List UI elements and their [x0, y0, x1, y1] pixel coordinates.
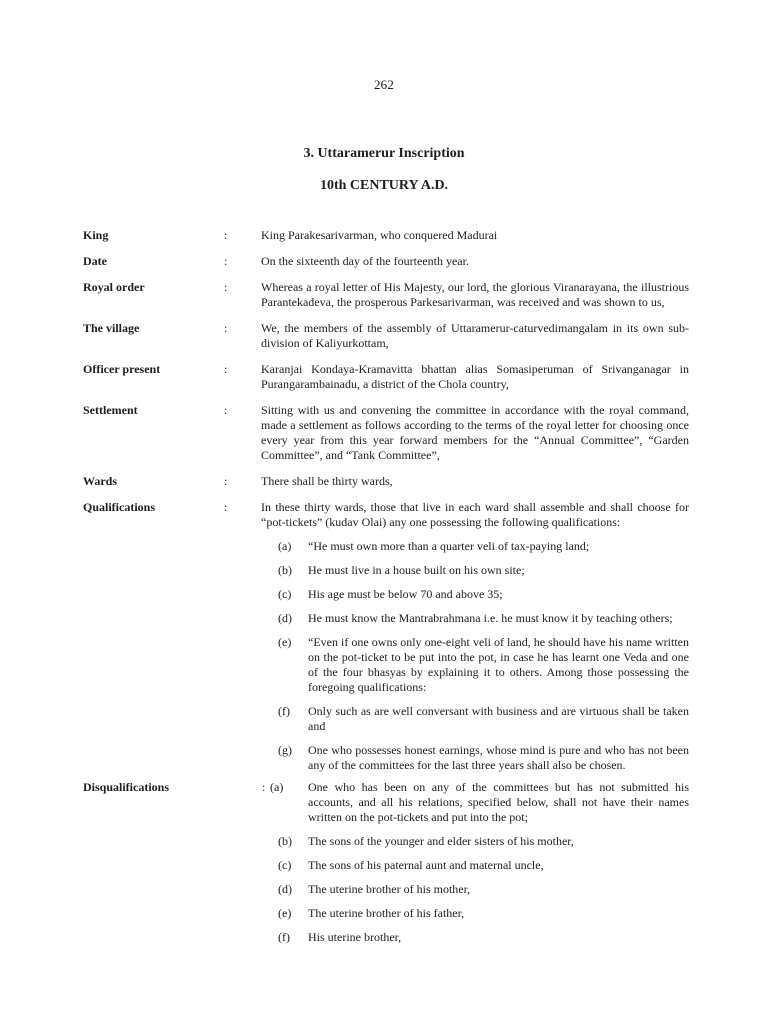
entry-disqualifications	[0, 780, 768, 945]
entry-text: Whereas a royal letter of His Majesty, our lord, the glorious Viranarayana, the illustrious Parantekadeva, the prosperous Parkesarivarman, was received and was shown to us,	[261, 280, 689, 309]
item-marker: (f)	[278, 930, 290, 944]
entry-village	[0, 321, 768, 351]
entry-colon: :	[224, 362, 228, 376]
item-marker: (a)	[278, 539, 292, 553]
century-subtitle: 10th CENTURY A.D.	[319, 178, 449, 193]
disqualification-item	[0, 858, 768, 873]
entry-colon: :	[262, 780, 266, 794]
entry-colon: :	[224, 321, 228, 335]
qualifications-list	[0, 539, 768, 773]
qualification-item	[0, 563, 768, 578]
item-marker: (f)	[278, 704, 290, 718]
item-text: The sons of the younger and elder sisters of his mother,	[308, 834, 574, 848]
entry-text: Sitting with us and convening the committee in accordance with the royal command, made a settlement as follows according to the terms of the royal letter for choosing once every year from this year forward members for the “Annual Committee”, “Garden Committee”, and “Tank Committee”,	[261, 403, 689, 462]
item-text: He must know the Mantrabrahmana i.e. he must know it by teaching others;	[308, 611, 673, 625]
entry-label: Wards	[83, 474, 118, 488]
qualification-item	[0, 635, 768, 695]
inscription-title: 3. Uttaramerur Inscription	[303, 146, 465, 161]
entry-settlement	[0, 403, 768, 463]
item-text: “He must own more than a quarter veli of tax-paying land;	[308, 539, 590, 553]
item-text: His uterine brother,	[308, 930, 402, 944]
disqualification-item	[0, 882, 768, 897]
item-text: The sons of his paternal aunt and maternal uncle,	[308, 858, 544, 872]
entry-wards	[0, 474, 768, 489]
item-marker: (g)	[278, 743, 292, 757]
entry-label: Officer present	[83, 362, 161, 376]
qualification-item	[0, 704, 768, 734]
entry-officer-present	[0, 362, 768, 392]
item-marker: (e)	[278, 635, 292, 649]
item-text: The uterine brother of his mother,	[308, 882, 471, 896]
item-marker: (a)	[270, 780, 284, 794]
entry-text: There shall be thirty wards,	[261, 474, 393, 488]
entry-label: Settlement	[83, 403, 138, 417]
item-marker: (d)	[278, 882, 292, 896]
item-text: His age must be below 70 and above 35;	[308, 587, 503, 601]
disqualification-item	[0, 930, 768, 945]
entry-label: Royal order	[83, 280, 145, 294]
item-marker: (c)	[278, 587, 292, 601]
item-marker: (b)	[278, 834, 292, 848]
entry-text: We, the members of the assembly of Uttaramerur-caturvedimangalam in its own sub-division of Kaliyurkottam,	[261, 321, 689, 350]
entry-label: King	[83, 228, 109, 242]
disqualification-item	[0, 780, 768, 825]
item-text: Only such as are well conversant with business and are virtuous shall be taken and	[308, 704, 689, 733]
qualification-item	[0, 611, 768, 626]
disqualification-item	[0, 834, 768, 849]
item-text: The uterine brother of his father,	[308, 906, 465, 920]
entry-text: In these thirty wards, those that live in each ward shall assemble and shall choose for “pot-tickets” (kudav Olai) any one possessing the following qualifications:	[261, 500, 689, 529]
entry-royal-order	[0, 280, 768, 310]
item-marker: (b)	[278, 563, 292, 577]
entry-colon: :	[224, 500, 228, 514]
item-marker: (c)	[278, 858, 292, 872]
entry-colon: :	[224, 280, 228, 294]
entry-text: On the sixteenth day of the fourteenth year.	[261, 254, 469, 268]
entry-label: Qualifications	[83, 500, 156, 514]
entry-colon: :	[224, 403, 228, 417]
entry-label: Date	[83, 254, 107, 268]
item-text: He must live in a house built on his own site;	[308, 563, 525, 577]
entry-date	[0, 254, 768, 269]
entry-text: Karanjai Kondaya-Kramavitta bhattan alias Somasiperuman of Srivanganagar in Purangarambainadu, a district of the Chola country,	[261, 362, 689, 391]
item-marker: (e)	[278, 906, 292, 920]
item-text: One who possesses honest earnings, whose mind is pure and who has not been any of the committees for the last three years shall also be chosen.	[308, 743, 689, 772]
entry-colon: :	[224, 254, 228, 268]
disqualification-item	[0, 906, 768, 921]
page-number: 262	[373, 77, 395, 92]
entry-colon: :	[224, 474, 228, 488]
entries-list	[0, 228, 768, 956]
item-text: One who has been on any of the committees but has not submitted his accounts, and all his relations, specified below, shall not have their names written on the pot-tickets and put into the pot;	[308, 780, 689, 824]
entry-king	[0, 228, 768, 243]
entry-label: The village	[83, 321, 140, 335]
qualification-item	[0, 587, 768, 602]
qualification-item	[0, 539, 768, 554]
entry-colon: :	[224, 228, 228, 242]
qualification-item	[0, 743, 768, 773]
entry-label: Disqualifications	[83, 780, 170, 794]
entry-qualifications	[0, 500, 768, 773]
item-marker: (d)	[278, 611, 292, 625]
entry-text: King Parakesarivarman, who conquered Madurai	[261, 228, 498, 242]
item-text: “Even if one owns only one-eight veli of land, he should have his name written on the pot-ticket to be put into the pot, in case he has learnt one Veda and one of the four bhasyas by explaining it to others. Among those possessing the foregoing qualifications:	[308, 635, 689, 694]
